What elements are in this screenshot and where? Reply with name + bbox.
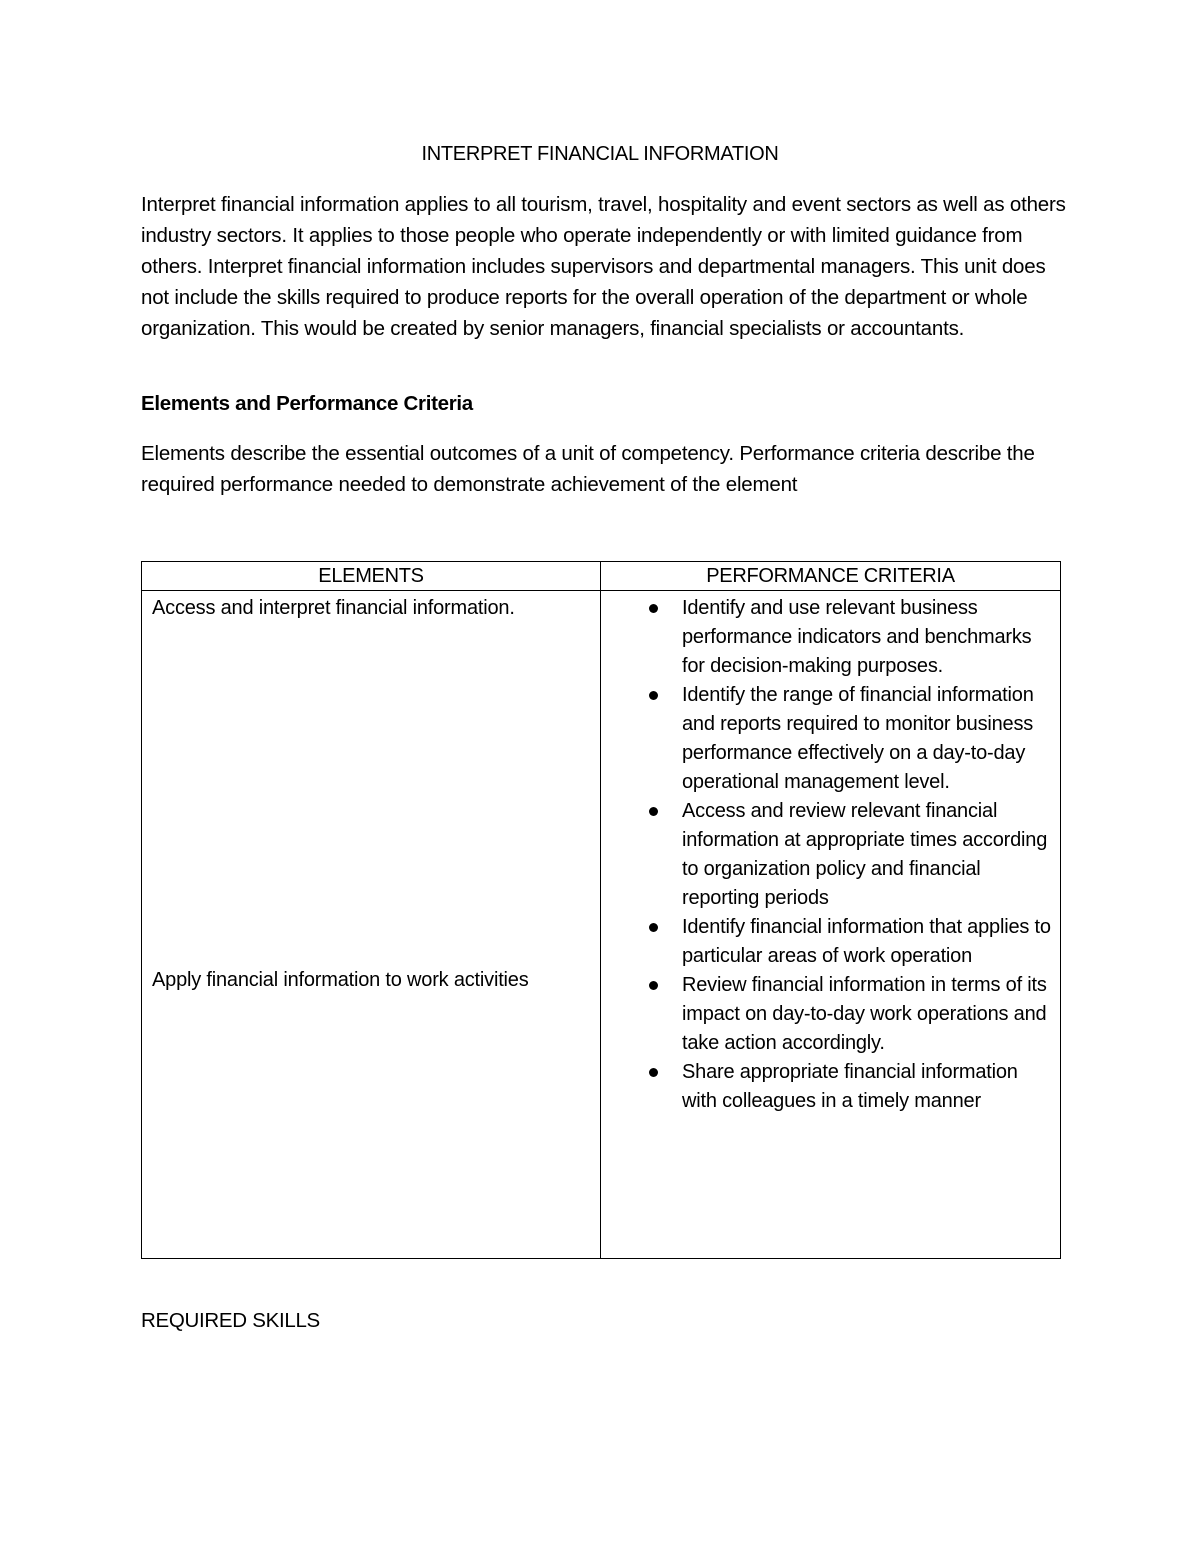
bullet-icon (649, 923, 658, 932)
table-row (142, 591, 1061, 1259)
criteria-text: Review financial information in terms of its impact on day-to-day work operations and take action accordingly. (682, 974, 1047, 1054)
required-skills-heading: REQUIRED SKILLS (141, 1309, 320, 1332)
elements-header: ELEMENTS (142, 562, 601, 591)
document-title: INTERPRET FINANCIAL INFORMATION (421, 143, 779, 165)
element-item: Apply financial information to work activities (152, 969, 529, 991)
element-item: Access and interpret financial information. (152, 597, 515, 619)
criteria-text: Identify and use relevant business performance indicators and benchmarks for decision-making purposes. (682, 597, 1032, 677)
criteria-item (601, 594, 1052, 681)
intro-paragraph: Interpret financial information applies to all tourism, travel, hospitality and event sectors as well as others industry sectors. It applies to those people who operate independently or with limited guidance from others. Interpret financial information includes supervisors and departmental managers. This unit does not include the skills required to produce reports for the overall operation of the department or whole organization. This would be created by senior managers, financial specialists or accountants. (141, 193, 1066, 340)
bullet-icon (649, 807, 658, 816)
criteria-item (601, 1058, 1052, 1116)
criteria-list (601, 591, 1060, 1116)
criteria-text: Share appropriate financial information with colleagues in a timely manner (682, 1061, 1018, 1112)
bullet-icon (649, 981, 658, 990)
elements-criteria-table (141, 561, 1061, 1259)
criteria-item (601, 971, 1052, 1058)
criteria-item (601, 681, 1052, 797)
bullet-icon (649, 604, 658, 613)
section-description: Elements describe the essential outcomes of a unit of competency. Performance criteria describe the required performance needed to demonstrate achievement of the element (141, 442, 1035, 496)
performance-criteria-header: PERFORMANCE CRITERIA (601, 562, 1061, 591)
table-header-row (142, 562, 1061, 591)
criteria-text: Identify the range of financial information and reports required to monitor business performance effectively on a day-to-day operational management level. (682, 684, 1034, 793)
elements-cell (142, 591, 601, 1259)
criteria-item (601, 913, 1052, 971)
section-heading: Elements and Performance Criteria (141, 392, 473, 415)
bullet-icon (649, 1068, 658, 1077)
criteria-text: Access and review relevant financial information at appropriate times according to organization policy and financial reporting periods (682, 800, 1048, 909)
criteria-text: Identify financial information that applies to particular areas of work operation (682, 916, 1051, 967)
criteria-item (601, 797, 1052, 913)
bullet-icon (649, 691, 658, 700)
criteria-cell (601, 591, 1061, 1259)
